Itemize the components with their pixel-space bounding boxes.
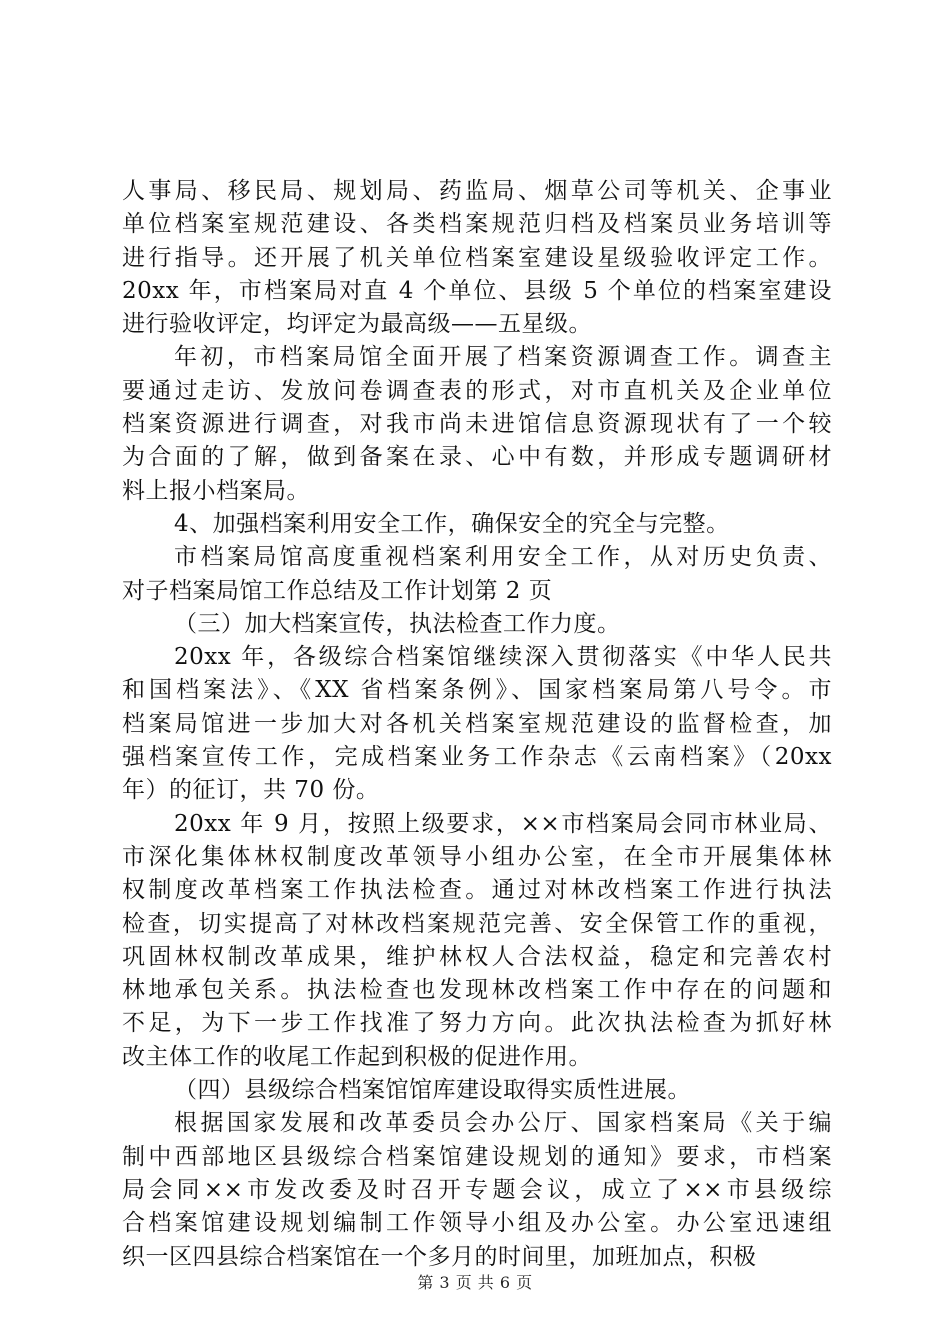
text-line: 对子档案局馆工作总结及工作计划第 2 页 <box>122 577 553 604</box>
text-line: 进行验收评定，均评定为最高级——五星级。 <box>122 311 592 338</box>
paragraph <box>122 808 832 1074</box>
text-line: 为合面的了解，做到备案在录、心中有数，并形成专题调研材 <box>122 444 832 471</box>
text-line: 人事局、移民局、规划局、药监局、烟草公司等机关、企事业 <box>122 178 832 204</box>
text-line: 料上报小档案局。 <box>122 477 310 504</box>
text-line: 单位档案室规范建设、各类档案规范归档及档案员业务培训等 <box>122 211 832 238</box>
text-line: 20xx 年，市档案局对直 4 个单位、县级 5 个单位的档案室建设 <box>122 277 832 304</box>
text-line: 档案局馆进一步加大对各机关档案室规范建设的监督检查，加 <box>122 710 832 737</box>
text-line: 市档案局馆高度重视档案利用安全工作，从对历史负责、 <box>174 544 832 571</box>
text-line: 20xx 年 9 月，按照上级要求，××市档案局会同市林业局、 <box>174 810 832 837</box>
text-line: 改主体工作的收尾工作起到积极的促进作用。 <box>122 1043 592 1070</box>
text-line: 合档案馆建设规划编制工作领导小组及办公室。办公室迅速组 <box>122 1210 832 1237</box>
text-line: 进行指导。还开展了机关单位档案室建设星级验收评定工作。 <box>122 244 832 271</box>
text-line: （四）县级综合档案馆馆库建设取得实质性进展。 <box>174 1077 691 1104</box>
text-line: （三）加大档案宣传，执法检查工作力度。 <box>174 610 621 637</box>
paragraph <box>122 608 832 641</box>
paragraph <box>122 508 832 541</box>
text-line: 强档案宣传工作，完成档案业务工作杂志《云南档案》（20xx <box>122 744 832 771</box>
text-line: 市深化集体林权制度改革领导小组办公室，在全市开展集体林 <box>122 843 832 870</box>
paragraph <box>122 641 832 807</box>
text-line: 林地承包关系。执法检查也发现林改档案工作中存在的问题和 <box>122 977 832 1004</box>
text-line: 年初，市档案局馆全面开展了档案资源调查工作。调查主 <box>174 344 832 371</box>
paragraph <box>122 541 832 608</box>
text-line: 不足，为下一步工作找准了努力方向。此次执法检查为抓好林 <box>122 1010 832 1037</box>
text-line: 20xx 年，各级综合档案馆继续深入贯彻落实《中华人民共 <box>174 644 832 671</box>
paragraph <box>122 341 832 507</box>
text-line: 权制度改革档案工作执法检查。通过对林改档案工作进行执法 <box>122 877 832 904</box>
text-line: 检查，切实提高了对林改档案规范完善、安全保管工作的重视， <box>122 910 832 937</box>
paragraph <box>122 175 832 341</box>
page-footer: 第 3 页 共 6 页 <box>417 1273 533 1292</box>
text-line: 制中西部地区县级综合档案馆建设规划的通知》要求，市档案 <box>122 1143 832 1170</box>
text-line: 局会同××市发改委及时召开专题会议，成立了××市县级综 <box>122 1176 832 1203</box>
paragraph <box>122 1107 832 1273</box>
text-line: 根据国家发展和改革委员会办公厅、国家档案局《关于编 <box>174 1110 832 1137</box>
text-line: 织一区四县综合档案馆在一个多月的时间里，加班加点，积极 <box>122 1243 757 1270</box>
text-line: 年）的征订，共 70 份。 <box>122 777 380 804</box>
text-line: 巩固林权制改革成果，维护林权人合法权益，稳定和完善农村 <box>122 943 832 970</box>
text-line: 4、加强档案利用安全工作，确保安全的究全与完整。 <box>174 510 730 537</box>
document-body <box>122 175 832 1274</box>
paragraph <box>122 1074 832 1107</box>
text-line: 档案资源进行调查，对我市尚未进馆信息资源现状有了一个较 <box>122 411 832 438</box>
text-line: 要通过走访、发放问卷调查表的形式，对市直机关及企业单位 <box>122 377 832 404</box>
text-line: 和国档案法》、《XX 省档案条例》、国家档案局第八号令。市 <box>122 677 832 704</box>
